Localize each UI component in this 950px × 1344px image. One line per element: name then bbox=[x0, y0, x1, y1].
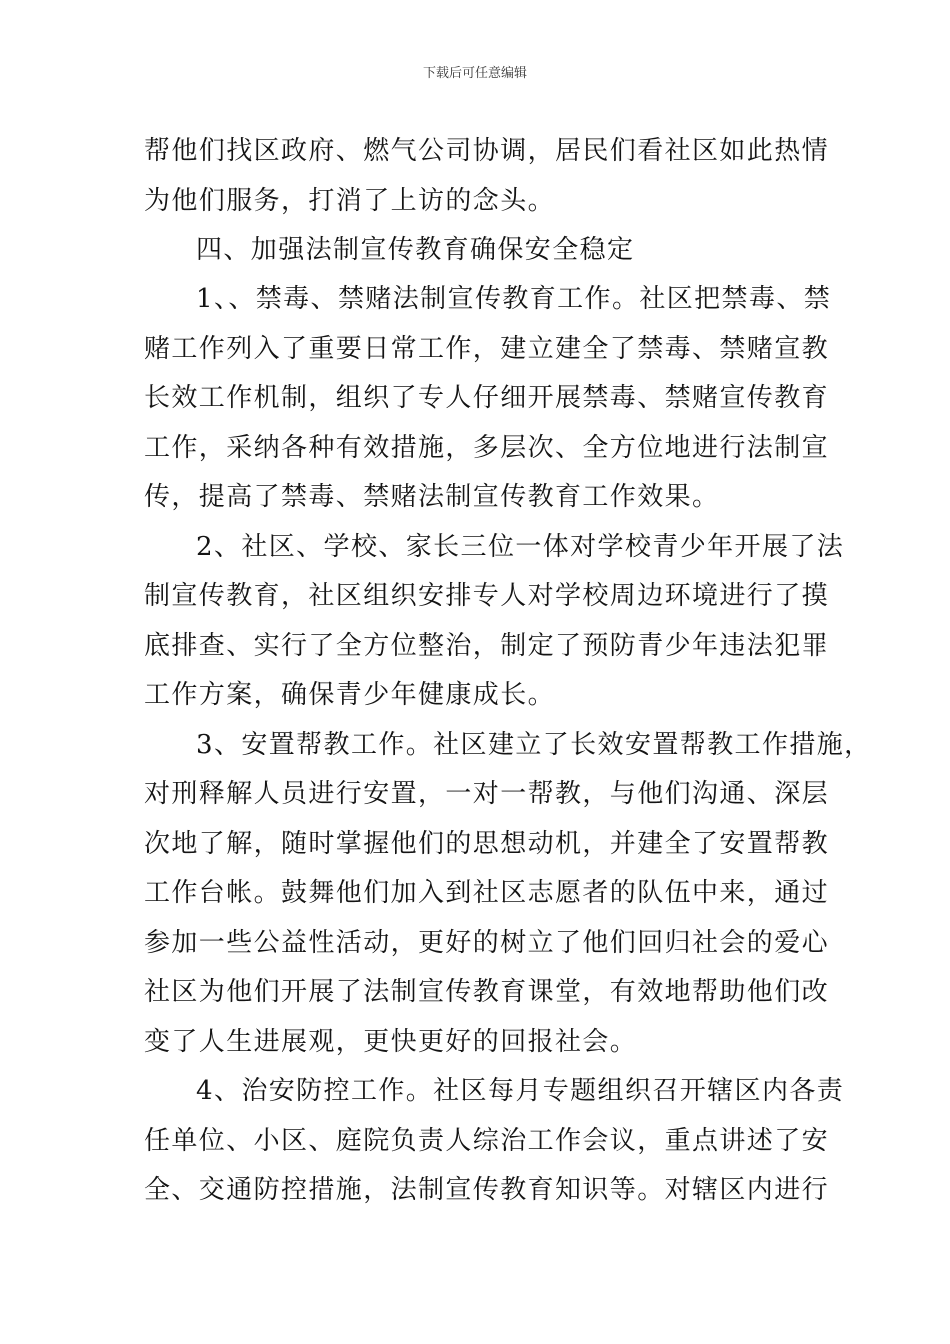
body-line: 社区为他们开展了法制宣传教育课堂，有效地帮助他们改 bbox=[144, 977, 830, 1007]
body-line: 为他们服务，打消了上访的念头。 bbox=[144, 186, 556, 216]
body-line: 长效工作机制，组织了专人仔细开展禁毒、禁赌宣传教育 bbox=[144, 383, 830, 413]
section-heading: 四、加强法制宣传教育确保安全稳定 bbox=[196, 235, 635, 265]
body-line: 底排查、实行了全方位整治，制定了预防青少年违法犯罪 bbox=[144, 631, 830, 661]
paragraph-start: 4、治安防控工作。社区每月专题组织召开辖区内各责 bbox=[196, 1076, 845, 1106]
body-line: 变了人生进展观，更快更好的回报社会。 bbox=[144, 1027, 638, 1057]
paragraph-start: 1、、禁毒、禁赌法制宣传教育工作。社区把禁毒、禁 bbox=[196, 284, 832, 314]
header-note: 下载后可任意编辑 bbox=[422, 66, 527, 81]
paragraph-start: 3、安置帮教工作。社区建立了长效安置帮教工作措施， bbox=[196, 730, 872, 760]
body-line: 任单位、小区、庭院负责人综治工作会议，重点讲述了安 bbox=[144, 1126, 830, 1156]
paragraph-start: 2、社区、学校、家长三位一体对学校青少年开展了法 bbox=[196, 532, 845, 562]
body-line: 工作台帐。鼓舞他们加入到社区志愿者的队伍中来，通过 bbox=[144, 878, 830, 908]
body-line: 制宣传教育，社区组织安排专人对学校周边环境进行了摸 bbox=[144, 581, 830, 611]
body-line: 参加一些公益性活动，更好的树立了他们回归社会的爱心 bbox=[144, 928, 830, 958]
body-line: 工作，采纳各种有效措施，多层次、全方位地进行法制宣 bbox=[144, 433, 830, 463]
body-line: 对刑释解人员进行安置，一对一帮教，与他们沟通、深层 bbox=[144, 779, 830, 809]
body-line: 工作方案，确保青少年健康成长。 bbox=[144, 680, 556, 710]
body-line: 次地了解，随时掌握他们的思想动机，并建全了安置帮教 bbox=[144, 829, 830, 859]
body-line: 传，提高了禁毒、禁赌法制宣传教育工作效果。 bbox=[144, 482, 720, 512]
body-line: 全、交通防控措施，法制宣传教育知识等。对辖区内进行 bbox=[144, 1175, 830, 1205]
body-line: 赌工作列入了重要日常工作，建立建全了禁毒、禁赌宣教 bbox=[144, 334, 830, 364]
body-line: 帮他们找区政府、燃气公司协调，居民们看社区如此热情 bbox=[144, 136, 830, 166]
